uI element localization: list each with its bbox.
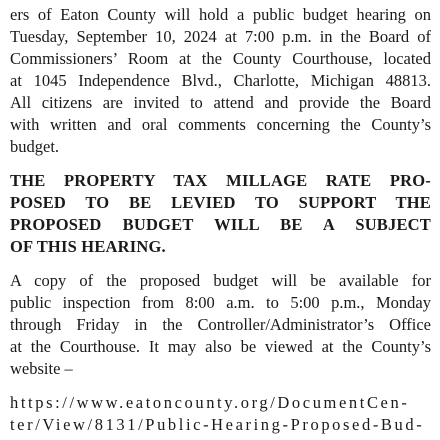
- paragraph1-line-3: Commissioners’ Room at the County Courthouse, located: [10, 49, 431, 68]
- paragraph2-line-3: through Friday in the Controller/Administrator’s Office: [10, 315, 431, 334]
- heading-line-3: PROPOSED BUDGET WILL BE A SUBJECT: [10, 215, 431, 234]
- paragraph1-line-4: at 1045 Independence Blvd., Charlotte, Michigan 48813.: [10, 71, 431, 90]
- heading-line-2: POSED TO BE LEVIED TO SUPPORT THE: [10, 193, 431, 212]
- paragraph1-line-1: ers of Eaton County will hold a public budget hearing on: [10, 5, 431, 24]
- paragraph1-line-7: budget.: [10, 137, 60, 156]
- heading-line-4: OF THIS HEARING.: [10, 237, 166, 256]
- paragraph2-line-2: public inspection from 8:00 a.m. to 5:00 p.m., Monday: [10, 293, 431, 312]
- paragraph1-line-6: with written and oral comments concerning the County’s: [10, 115, 431, 134]
- heading-line-1: THE PROPERTY TAX MILLAGE RATE PRO-: [10, 171, 431, 190]
- paragraph2-line-1: A copy of the proposed budget will be available for: [10, 271, 431, 290]
- website-url-line-1: https://www.eatoncounty.org/DocumentCen-: [10, 393, 410, 412]
- paragraph2-line-5: website –: [10, 359, 73, 378]
- website-url-line-2: ter/View/8131/Public-Hearing-Proposed-Bud-: [10, 415, 425, 434]
- paragraph2-line-4: at the Courthouse. It may also be viewed at the County’s: [10, 337, 431, 356]
- paragraph1-line-5: All citizens are invited to attend and provide the Board: [10, 93, 431, 112]
- paragraph1-line-2: Tuesday, September 10, 2024 at 7:00 p.m. in the Board of: [10, 27, 431, 46]
